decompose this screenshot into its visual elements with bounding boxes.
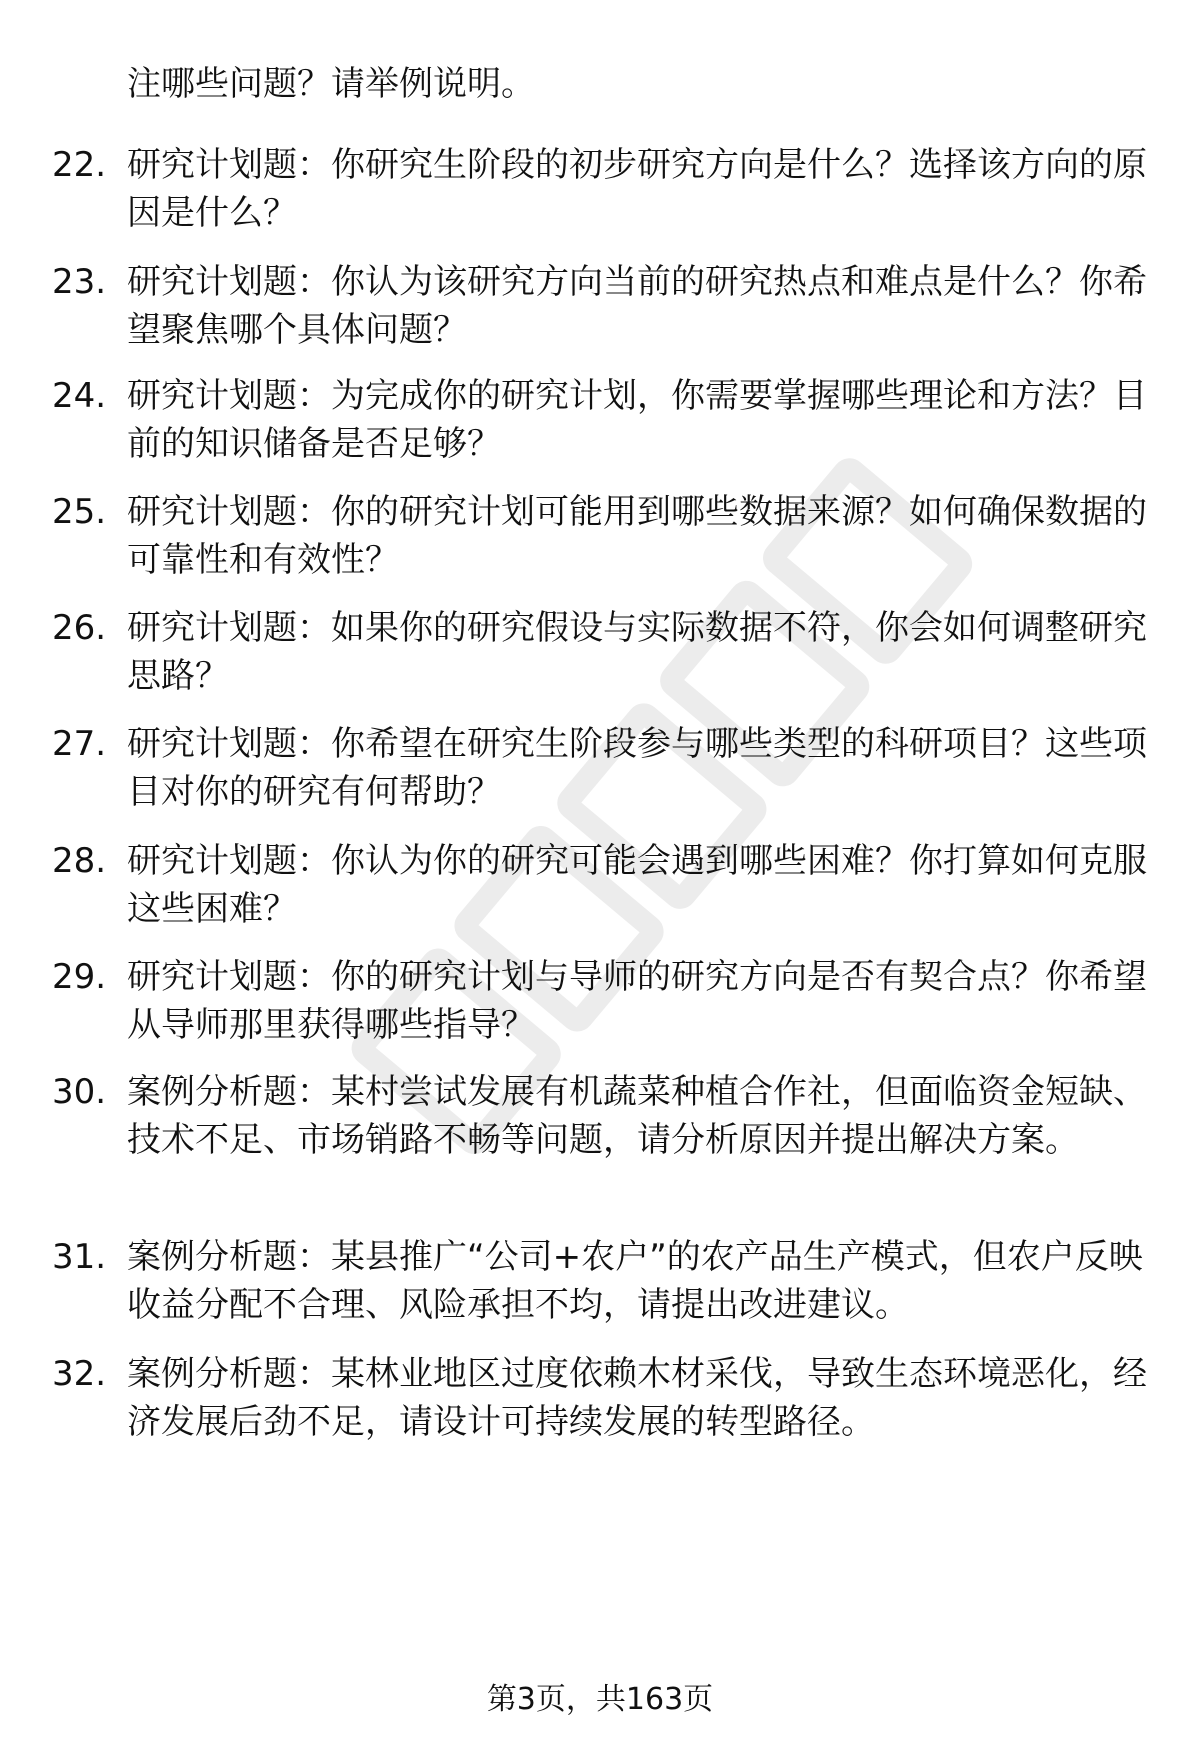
question-text: 研究计划题：你希望在研究生阶段参与哪些类型的科研项目？这些项目对你的研究有何帮助？ xyxy=(127,724,1147,812)
continued-text: 注哪些问题？请举例说明。 xyxy=(127,64,535,104)
page-footer: 第3页，共163页 xyxy=(486,1682,714,1717)
question-text: 研究计划题：你认为该研究方向当前的研究热点和难点是什么？你希望聚焦哪个具体问题？ xyxy=(127,262,1147,350)
question-number: 28. xyxy=(52,841,107,881)
question-text: 研究计划题：你认为你的研究可能会遇到哪些困难？你打算如何克服这些困难？ xyxy=(127,841,1147,929)
question-text: 研究计划题：为完成你的研究计划，你需要掌握哪些理论和方法？目前的知识储备是否足够？ xyxy=(127,376,1147,464)
question-number: 32. xyxy=(52,1354,107,1394)
question-number: 29. xyxy=(52,957,107,997)
question-text: 研究计划题：你的研究计划与导师的研究方向是否有契合点？你希望从导师那里获得哪些指导？ xyxy=(127,957,1147,1045)
question-text: 研究计划题：你研究生阶段的初步研究方向是什么？选择该方向的原因是什么？ xyxy=(127,145,1147,233)
question-text: 案例分析题：某林业地区过度依赖木材采伐，导致生态环境恶化，经济发展后劲不足，请设计可持续发展的转型路径。 xyxy=(127,1354,1147,1442)
question-number: 25. xyxy=(52,492,107,532)
question-text: 研究计划题：如果你的研究假设与实际数据不符，你会如何调整研究思路？ xyxy=(127,608,1147,696)
question-number: 24. xyxy=(52,376,107,416)
question-text: 案例分析题：某村尝试发展有机蔬菜种植合作社，但面临资金短缺、技术不足、市场销路不畅等问题，请分析原因并提出解决方案。 xyxy=(127,1072,1147,1160)
question-number: 31. xyxy=(52,1237,107,1277)
question-number: 27. xyxy=(52,724,107,764)
question-number: 26. xyxy=(52,608,107,648)
question-text: 研究计划题：你的研究计划可能用到哪些数据来源？如何确保数据的可靠性和有效性？ xyxy=(127,492,1147,580)
question-number: 23. xyxy=(52,262,107,302)
question-text: 案例分析题：某县推广“公司+农户”的农产品生产模式，但农户反映收益分配不合理、风险承担不均，请提出改进建议。 xyxy=(127,1237,1143,1325)
question-number: 22. xyxy=(52,145,107,185)
question-number: 30. xyxy=(52,1072,107,1112)
